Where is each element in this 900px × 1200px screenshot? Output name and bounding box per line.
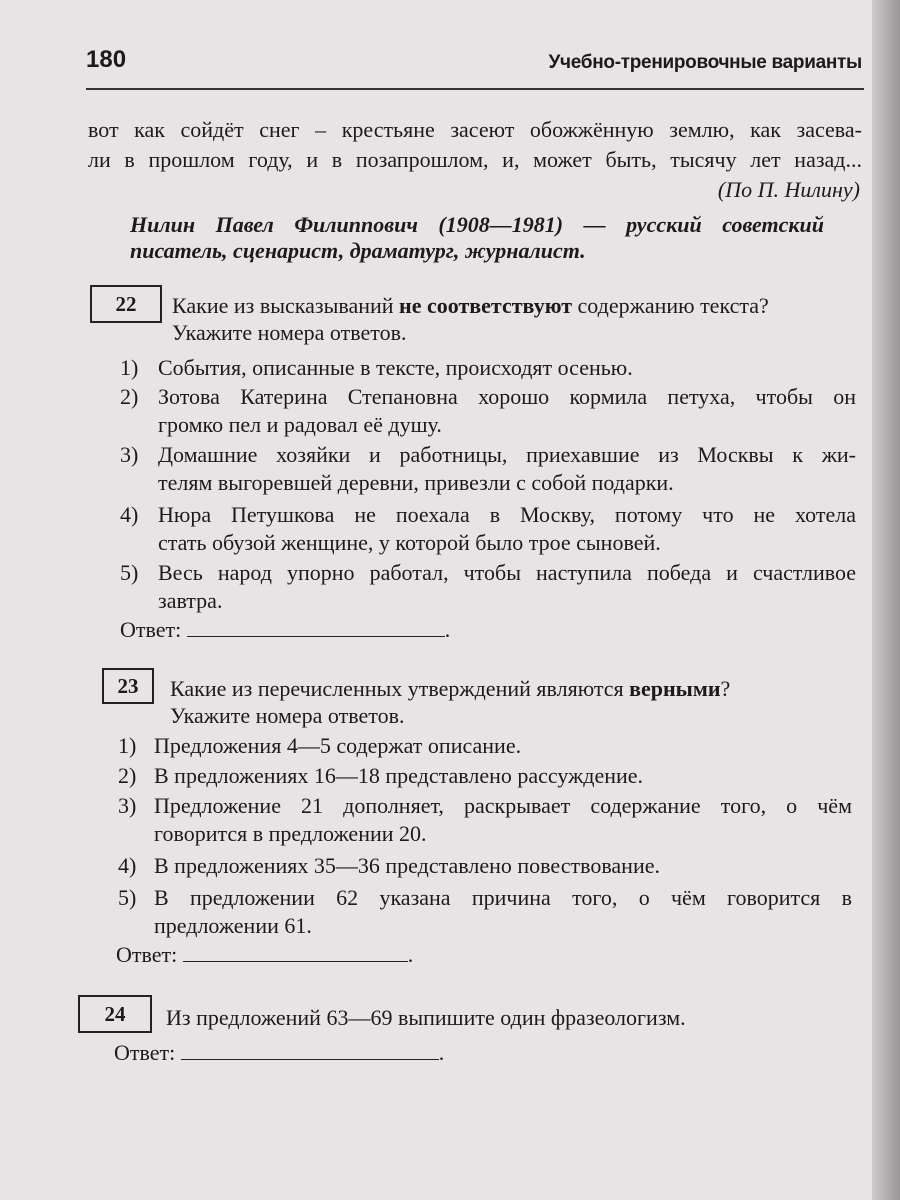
option-text: телям выгоревшей деревни, привезли с собой подарки. [158,470,674,495]
task-number-box: 24 [78,995,152,1033]
option-text: Предложение 21 дополняет, раскрывает содержание того, о чём [154,793,852,818]
option-text: Нюра Петушкова не поехала в Москву, потому что не хотела [158,502,856,527]
option-number: 3) [118,793,137,818]
answer-field[interactable]: Ответ: . [114,1040,445,1065]
header-rule [86,88,864,90]
option-text: стать обузой женщине, у которой было трое сыновей. [158,530,661,555]
option-text: В предложениях 16—18 представлено рассуждение. [154,763,644,788]
answer-field[interactable]: Ответ: . [120,617,451,642]
task-number-box: 23 [102,668,154,704]
option-text: завтра. [158,588,223,613]
option-text: громко пел и радовал её душу. [158,412,442,437]
option-text: События, описанные в тексте, происходят осенью. [158,355,633,380]
excerpt-line: вот как сойдёт снег – крестьяне засеют обожжённую землю, как засева- [88,117,862,142]
option-number: 2) [118,763,137,788]
answer-field[interactable]: Ответ: . [116,942,414,967]
question-instruction: Укажите номера ответов. [170,703,405,728]
option-number: 3) [120,442,139,467]
option-number: 4) [120,502,139,527]
option-text: В предложении 62 указана причина того, о чём говорится в [154,885,852,910]
option-number: 2) [120,384,139,409]
option-text: Домашние хозяйки и работницы, приехавшие из Москвы к жи- [158,442,856,467]
question-instruction: Укажите номера ответов. [172,320,407,345]
attribution: (По П. Нилину) [717,177,860,202]
option-number: 1) [118,733,137,758]
option-number: 5) [118,885,137,910]
option-text: предложении 61. [154,913,312,938]
excerpt-line: ли в прошлом году, и в позапрошлом, и, может быть, тысячу лет назад... [88,147,862,172]
question-prompt: Какие из высказываний не соответствуют содержанию текста? [172,293,769,318]
task-number-box: 22 [90,285,162,323]
option-number: 1) [120,355,139,380]
question-prompt: Из предложений 63—69 выпишите один фразеологизм. [166,1005,686,1030]
page-number: 180 [86,46,127,73]
running-header: Учебно-тренировочные варианты [548,52,862,73]
author-bio: писатель, сценарист, драматург, журналист. [130,238,586,263]
option-text: Весь народ упорно работал, чтобы наступила победа и счастливое [158,560,856,585]
option-text: говорится в предложении 20. [154,821,427,846]
option-number: 4) [118,853,137,878]
option-text: Зотова Катерина Степановна хорошо кормила петуха, чтобы он [158,384,856,409]
option-text: Предложения 4—5 содержат описание. [154,733,522,758]
option-number: 5) [120,560,139,585]
author-bio: Нилин Павел Филиппович (1908—1981) — русский советский [130,212,824,237]
page-edge-shadow [872,0,900,1200]
question-prompt: Какие из перечисленных утверждений являются верными? [170,676,731,701]
option-text: В предложениях 35—36 представлено повествование. [154,853,660,878]
